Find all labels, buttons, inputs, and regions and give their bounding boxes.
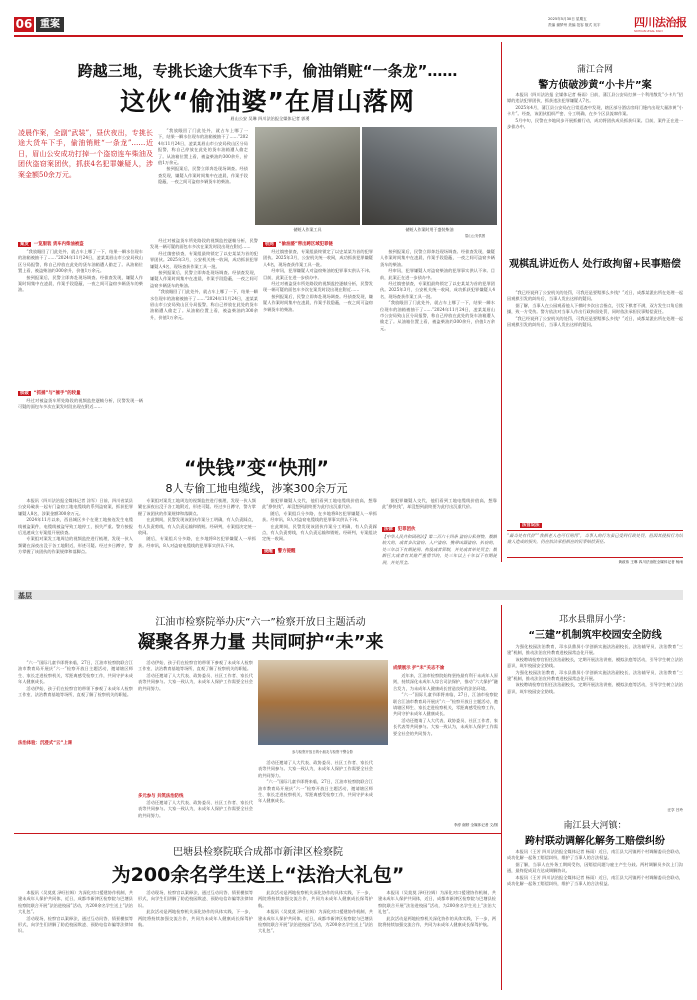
lead-paragraph: 接到报案后，民警立即奔赴现场调查。经侦查发现，嫌疑人作案时间集中在凌晨，作案手段隐蔽，一夜之间可盗窃多辆货车的柴油。: [263, 293, 373, 312]
subhead-text: “抓捕”与“摧手”的较量: [33, 391, 81, 396]
page-number: 06: [15, 17, 33, 31]
right-headline: 警方侦破涉黄“小卡片”案: [538, 80, 652, 91]
bl-paragraph: 近年来，江油市检察院始终坚持最有利于未成年人原则，持续深化未成年人综合司法保护，推动“六大保护”融合发力，为未成年人健康成长营造良好的法治环境。: [393, 673, 498, 691]
banner-paragraph: 本报讯（吴莫莫 泽旺拉姆）为深化对口援建协作机制，共建未成年人保护共同体，近日，成都市新津区检察院与巴塘县检察院联合开展“法治进校园”活动，为200余名学生送上“法治大礼包”。: [258, 909, 373, 934]
bl-body-col3: [258, 760, 373, 830]
lead-body-col2b: [150, 238, 258, 438]
right-paragraph: 5月中旬，民警在多地同步开展抓捕行动，成功将团伙成员抓获归案。目前，案件正在进一步侦办中。: [507, 117, 683, 130]
mid-law-text: 【中华人民共和国刑法】第二百六十四条 盗窃公私财物，数额较大的，或者多次盗窃、入户盗窃、携带凶器盗窃、扒窃的，处三年以下有期徒刑、拘役或者管制，并处或者单处罚金；数额巨大或者有其他严重情节的，处三年以上十年以下有期徒刑，并处罚金。: [382, 534, 497, 565]
band-label: 基层: [18, 592, 32, 600]
lead-paragraph: 经过对被盗货车所处路段的视频监控逐帧分析，民警发现一辆可疑的面包车多次在案发时段出现在附近……: [150, 238, 258, 250]
lead-byline: 眉山公安 吴琳 四川法治报全媒体记者 郭勇: [230, 116, 310, 121]
banner-body-col2: [138, 890, 253, 988]
lead-kicker: 跨越三地，专挑长途大货车下手，偷油销赃“一条龙”……: [77, 62, 458, 80]
banner-body-col4: [378, 890, 496, 988]
br-paragraph: 该校聘请检察官担任法治副校长，定期开展法治讲座、模拟法庭等活动，引导学生树立法治意识，筑牢校园安全防线。: [507, 682, 683, 694]
mid-subhead-gang: [382, 526, 415, 532]
bl-headline: 凝聚各界力量 共同呵护“未”来: [137, 632, 384, 653]
lead-paragraph: 接到报案后，民警立即奔赴现场调查。经侦查发现，嫌疑人作案时间集中在凌晨，作案手段隐蔽，一夜之间可盗窃多辆货车的柴油。: [380, 249, 495, 267]
banner-paragraph: 此次活动是两地检察机关深化协作的具体实践，下一步，两院将持续加强交流合作，共同为未成年人健康成长保驾护航。: [258, 890, 373, 908]
bl-subhead-2: 多元参与 共筑法治防线: [138, 794, 184, 799]
subhead-text: 警方提醒: [277, 549, 296, 554]
br-headline: “三建”机制筑牢校园安全防线: [528, 630, 662, 641]
banner-rule: [14, 833, 501, 834]
law-tag: [520, 522, 545, 528]
bl-paragraph: 活动还邀请了人大代表、政协委员、社区工作者、家长代表等共同参与。大家一致认为，未成年人保护工作需要全社会的共同努力。: [393, 717, 498, 736]
bl-body-col4: [393, 673, 498, 823]
banner-body-col3: [258, 890, 373, 988]
br-paragraph: 本报讯（王芳 四川法治报全媒体记者 杨雨）近日，南江县大河镇两个村调解委员会联动，成功化解一起务工赔偿纠纷，维护了当事人的合法权益。: [507, 874, 683, 887]
bl-subhead-3: 成绩展示 护“未”关志不渝: [393, 666, 445, 671]
br-body-1: [507, 644, 683, 804]
br-paragraph: 本报讯（王芳 四川法治报全媒体记者 杨雨）近日，南江县大河镇两个村调解委员会联动，成功化解一起务工赔偿纠纷，维护了当事人的合法权益。: [507, 849, 683, 861]
date-line: 2025年5月30日 星期五: [548, 17, 587, 21]
banner-paragraph: 活动现场，检察官以案释法，通过互动问答、情景模拟等形式，向学生们讲解了防范校园欺凌、预防电信诈骗等法律知识。: [18, 915, 133, 934]
logo-text: 四川法治报: [634, 16, 687, 29]
lead-subhead-2: [18, 390, 80, 396]
column-divider: [501, 42, 502, 562]
mid-subhead-police: [262, 548, 295, 554]
lead-paragraph: 接到报案后，民警立即奔赴现场调查。经侦查发现，嫌疑人作案时间集中在凌晨，作案手段隐蔽，一夜之间可盗窃多辆货车的柴油。: [150, 270, 258, 288]
lead-body-col1: [18, 249, 143, 389]
mid-paragraph: 随后，专案组兵分多路，在多地将8名犯罪嫌疑人一举抓获。经审讯，8人对盗窃电缆线的犯罪事实供认不讳。: [262, 510, 377, 523]
subhead-text: “偷油婆”带出跨区域犯罪链: [278, 242, 333, 247]
bl-paragraph: 活动还邀请了人大代表、政协委员、社区工作者、家长代表等共同参与。大家一致认为，未成年人保护工作需要全社会的共同努力。: [138, 672, 253, 691]
br-kicker: 邛水县鼎屏小学：: [558, 615, 631, 625]
bl-paragraph: “六一”国际儿童节即将来临，27日，江油市检察院联合江油市教育局开展庆“六一”检察开放日主题活动，邀请辖区师生、家长走进检察机关，零距离感受检察工作，共同守护未成年人健康成长。: [258, 779, 373, 804]
right-paragraph: 2025年4月，蒲江县公安局在日常巡查中发现，辖区部分酒店房间门缝内出现大量涉黄“小卡片”。经查，该团伙组织严密、分工明确，在多个区县流窜作案。: [507, 104, 683, 117]
section-band: [14, 590, 683, 600]
subhead-text: 犯罪团伙: [397, 527, 416, 532]
bl-paragraph: 活动伊始，孩子们在检察官的带领下参观了未成年人检察工作室、法治教育基地等场所，直观了解了检察机关的职能。: [138, 660, 253, 672]
bl-subhead-1: 法治体验：沉浸式“云”上课: [18, 741, 73, 746]
banner-body-col1: [18, 890, 133, 988]
lead-paragraph: “我放眼回了门此处外，就占车上哪了一下，结果一瞬水位现车的油箱被抽干了……”2024年11月24日，凌某某眉山市公安局致山区分局报警，称自己停放在此处的货车油箱遭人偷走了。从油箱位置上看，被盗柴油约300余升，价值1万余元。: [380, 300, 495, 331]
mid-subhead: 8人专偷工地电缆线，涉案300余万元: [165, 482, 348, 495]
mid-paragraph: 据犯罪嫌疑人交代，他们看到工地电缆线价值高，想靠此“挣快钱”，却没想到最终要为此付出沉重代价。: [382, 498, 497, 510]
mid-paragraph: 据犯罪嫌疑人交代，他们看到工地电缆线价值高，想靠此“挣快钱”，却没想到最终要为此付出沉重代价。: [262, 498, 377, 510]
lead-paragraph: 经过缜密侦查，专案组最终锁定了以史某某为首的犯罪团伙。2025年3月，公安机关统一收网，成功抓获犯罪嫌疑人4名，现场查获作案工具一批。: [380, 281, 495, 299]
subhead-tag: 法律: [384, 527, 393, 532]
lead-subhead-3: [263, 241, 333, 247]
photo2-credit: 眉山公安供图: [464, 234, 486, 238]
lead-body-col4: [380, 249, 495, 439]
mid-headline: “快钱”变“快刑”: [184, 457, 329, 479]
mid-paragraph: 本报讯（四川法治报全媒体记者 涂军）日前，四川省某县公安局破获一起专门盗窃工地电缆线的系列盗窃案，抓获犯罪嫌疑人8名，涉案金额300余万元。: [18, 498, 133, 516]
lead-paragraph: 接到报案后，民警立即奔赴现场调查。经侦查发现，嫌疑人作案时间集中在凌晨，作案手段隐蔽，一夜之间可盗窃多辆货车的柴油。: [158, 166, 248, 185]
mid-body-col1: [18, 498, 133, 583]
column-divider-2: [501, 605, 502, 990]
br-headline-2: 跨村联动调解化解务工赔偿纠纷: [525, 836, 665, 847]
right-paragraph: “我已经说到了公安机关的处罚，可我还是要赔那么多钱？”近日，成都某派出所在处理一起因观棋引发的纠纷后，当事人发出这样的疑问。: [507, 315, 683, 328]
lead-paragraph: “我放眼回了门此处外，就占车上哪了一下，结果一瞬水位现车的油箱被抽干了……”2024年11月24日，凌某某眉山市公安局致山区分局报警，称自己停放在此处的货车油箱遭人偷走了。从油箱位置上看，被盗柴油约300余升，价值1万余元。: [150, 289, 258, 320]
bl-paragraph: “六一”国际儿童节即将来临，27日，江油市检察院联合江油市教育局开展庆“六一”检察开放日主题活动，邀请辖区师生、家长走进检察机关，零距离感受检察工作，共同守护未成年人健康成长。: [18, 660, 133, 685]
lead-headline: 这伙“偷油婆”在眉山落网: [120, 87, 415, 116]
mid-paragraph: 在此期间，民警发现该团伙作案分工明确，有人负责踩点，有人负责剪线，有人负责运输和销赃。经研判，专案组决定统一收网。: [138, 517, 256, 536]
lead-intro: 凌晨作案，全副“武装”，昼伏夜出，专挑长途大货车下手，偷油销赃“一条龙”……近日，眉山公安成功打掉一个盗窃连车柴油及团伙盗窃案团伙，抓获4名犯罪嫌疑人，涉案金额50余万元。: [18, 129, 153, 179]
lead-paragraph: 经过对被盗货车所处路段的视频监控逐帧分析，民警发现一辆可疑的面包车多次在案发时段出现在附近……: [18, 398, 143, 410]
logo-subtext: SICHUAN LEGAL DAILY: [634, 30, 663, 33]
bl-body-col2: [138, 660, 253, 740]
br-paragraph: 为强化校园法治教育，邛水县鼎屏小学创新实施法治副校长、法治辅导员、法治教育“三建”机制，推动法治宣传教育进校园常态化开展。: [507, 644, 683, 656]
mid-paragraph: 随后，专案组兵分多路，在多地将8名犯罪嫌疑人一举抓获。经审讯，8人对盗窃电缆线的犯罪事实供认不讳。: [138, 536, 256, 548]
mid-body-col4: [382, 498, 497, 528]
law-box-text: “最当处有代价”“我相老人也可行刑罚”，当事人的行为虽已受到行政处罚，但因其侵权行为给他人造成的损失，仍应依法承担相应的民事赔偿责任。: [507, 533, 683, 545]
subhead-tag: 提醒: [264, 549, 273, 554]
lead-paragraph: 经审讯，犯罪嫌疑人对盗窃柴油的犯罪事实供认不讳。目前，此案正在进一步侦办中。: [263, 268, 373, 280]
subhead-tag: 案发: [20, 242, 29, 247]
subhead-text: 一览服装 货车内柴油被盗: [33, 242, 84, 247]
right-kicker: 蒲江合网: [576, 65, 613, 75]
banner-kicker: 巴塘县检察院联合成都市新津区检察院: [173, 847, 343, 858]
subhead-tag: 侦破: [20, 391, 29, 396]
lead-body-col1b: [18, 398, 143, 438]
bl-kicker: 江油市检察院举办庆“六一”检察开放日主题活动: [155, 617, 366, 628]
right-body-2: [507, 290, 683, 520]
header-rule: [14, 35, 683, 37]
bl-paragraph: 活动还邀请了人大代表、政协委员、社区工作者、家长代表等共同参与。大家一致认为，未成年人保护工作需要全社会的共同努力。: [258, 760, 373, 778]
bl-group-photo: [258, 660, 388, 745]
lead-body-col3: [263, 249, 373, 439]
lead-paragraph: 经过对被盗货车所处路段的视频监控逐帧分析，民警发现一辆可疑的面包车多次在案发时段出现在附近……: [263, 281, 373, 293]
subhead-tag: 收网: [265, 242, 274, 247]
lead-photo-container: [362, 127, 497, 225]
mid-paragraph: 专案组对案发工地周边的视频监控进行梳理，发现一伙人频繁在深夜出没于各工地附近，形迹可疑。经过多日蹲守，警方掌握了该团伙的作案规律和落脚点。: [138, 498, 256, 516]
br-paragraph: 据了解，当事人在外务工期间受伤，因赔偿问题与雇主产生分歧。两村调解员多次上门沟通，最终促成双方达成调解协议。: [507, 861, 683, 874]
masthead-logo: [634, 14, 687, 33]
br-body-2: [507, 849, 683, 989]
mid-law-box: [382, 534, 497, 584]
right-headline-2: 观棋乱讲近伤人 处行政拘留+民事赔偿: [509, 259, 681, 270]
lead-paragraph: 经审讯，犯罪嫌疑人对盗窃柴油的犯罪事实供认不讳。目前，此案正在进一步侦办中。: [380, 268, 495, 280]
law-box: [507, 530, 683, 558]
br-kicker-2: 南江县大河镇：: [563, 821, 627, 831]
lead-paragraph: “我放眼回了门此处外，就占车上哪了一下，结果一瞬水位现车的油箱被抽干了……”2024年11月24日，凌某某眉山市公安局致山区分局报警，称自己停放在此处的货车油箱遭人偷走了。从油箱位置上看，被盗柴油约300余升，价值1万余元。: [158, 128, 248, 166]
bl-credit: 李淳 谢婷 全媒体记者 文/图: [453, 823, 498, 827]
bl-body-col2b: [138, 800, 253, 830]
lead-paragraph: 接到报案后，民警立即奔赴现场调查。经侦查发现，嫌疑人作案时间集中在凌晨，作案手段隐蔽，一夜之间可盗窃多辆货车的柴油。: [18, 274, 143, 293]
lead-photo-tools: [255, 127, 360, 225]
banner-paragraph: 此次活动是两地检察机关深化协作的具体实践，下一步，两院将持续加强交流合作，共同为未成年人健康成长保驾护航。: [378, 915, 496, 928]
lead-paragraph: 经过缜密侦查，专案组最终锁定了以史某某为首的犯罪团伙。2025年3月，公安机关统一收网，成功抓获犯罪嫌疑人4名，现场查获作案工具一批。: [263, 249, 373, 267]
lead-subhead-1: [18, 241, 84, 247]
bl-paragraph: “六一”国际儿童节即将来临，27日，江油市检察院联合江油市教育局开展庆“六一”检察开放日主题活动，邀请辖区师生、家长走进检察机关，零距离感受检察工作，共同守护未成年人健康成长。: [393, 692, 498, 717]
br-credit: 汪享 吕玲: [667, 808, 683, 812]
editors-line: 责编 谢梦州 美编 范容 版式 吴宇: [548, 23, 601, 27]
right-body-1: [507, 92, 683, 242]
section-label: 重案: [36, 17, 64, 32]
mid-body-col3: [262, 498, 377, 583]
banner-headline: 为200余名学生送上“法治大礼包”: [111, 864, 405, 886]
banner-paragraph: 此次活动是两地检察机关深化协作的具体实践，下一步，两院将持续加强交流合作，共同为未成年人健康成长保驾护航。: [138, 909, 253, 928]
bl-paragraph: 活动伊始，孩子们在检察官的带领下参观了未成年人检察工作室、法治教育基地等场所，直观了解了检察机关的职能。: [18, 685, 133, 698]
photo1-caption: 储赃人作案工具: [293, 227, 322, 232]
banner-paragraph: 活动现场，检察官以案释法，通过互动问答、情景模拟等形式，向学生们讲解了防范校园欺凌、预防电信诈骗等法律知识。: [138, 890, 253, 908]
law-tag-label: 法官说法: [522, 523, 540, 528]
photo2-caption: 储赃人作案时用于盛装柴油: [405, 227, 454, 232]
bl-paragraph: 活动还邀请了人大代表、政协委员、社区工作者、家长代表等共同参与。大家一致认为，未成年人保护工作需要全社会的共同努力。: [138, 800, 253, 818]
page-header: [14, 14, 687, 34]
law-credit: 黄政伟 王琳 四川法治报全媒体记者 杨雨: [618, 560, 683, 564]
right-paragraph: 据了解，当事人在公园观看他人下棋时多次出言指点，引发下棋者不满，双方发生口角后推搡，致一方受伤。警方依法对当事人作出行政拘留处罚，同时依法承担民事赔偿责任。: [507, 302, 683, 315]
mid-paragraph: 在此期间，民警发现该团伙作案分工明确，有人负责踩点，有人负责剪线，有人负责运输和销赃。经研判，专案组决定统一收网。: [262, 523, 377, 542]
banner-paragraph: 本报讯（吴莫莫 泽旺拉姆）为深化对口援建协作机制，共建未成年人保护共同体，近日，成都市新津区检察院与巴塘县检察院联合开展“法治进校园”活动，为200余名学生送上“法治大礼包”。: [378, 890, 496, 915]
mid-paragraph: 专案组对案发工地周边的视频监控进行梳理，发现一伙人频繁在深夜出没于各工地附近，形迹可疑。经过多日蹲守，警方掌握了该团伙的作案规律和落脚点。: [18, 536, 133, 555]
mid-paragraph: 2024年11月以来，西昌城区多个在建工地接连发生电缆线被盗案件，电缆线被盗导致工地停工，损失严重。警方接报后迅速成立专案组开展侦查。: [18, 517, 133, 536]
lead-paragraph: “我放眼回了门此处外，就占车上哪了一下，结果一瞬水位现车的油箱被抽干了……”2024年11月24日，凌某某眉山市公安局致山区分局报警，称自己停放在此处的货车油箱遭人偷走了。从油箱位置上看，被盗柴油约300余升，价值1万余元。: [18, 249, 143, 274]
lead-paragraph: 经过缜密侦查，专案组最终锁定了以史某某为首的犯罪团伙。2025年3月，公安机关统一收网，成功抓获犯罪嫌疑人4名，现场查获作案工具一批。: [150, 250, 258, 269]
br-paragraph: 为强化校园法治教育，邛水县鼎屏小学创新实施法治副校长、法治辅导员、法治教育“三建”机制，推动法治宣传教育进校园常态化开展。: [507, 669, 683, 682]
br-paragraph: 该校聘请检察官担任法治副校长，定期开展法治讲座、模拟法庭等活动，引导学生树立法治意识，筑牢校园安全防线。: [507, 656, 683, 669]
lead-body-col2: [158, 128, 248, 223]
right-paragraph: 本报讯（四川法治报 全媒体记者 杨雨）日前，蒲江县公安局打掉一个利用散发“小卡片”招嫖的违法犯罪团伙，抓获违法犯罪嫌疑人7名。: [507, 92, 683, 104]
banner-paragraph: 本报讯（吴莫莫 泽旺拉姆）为深化对口援建协作机制，共建未成年人保护共同体，近日，成都市新津区检察院与巴塘县检察院联合开展“法治进校园”活动，为200余名学生送上“法治大礼包”。: [18, 890, 133, 915]
bl-photo-caption: 参与检察开放日的小朋友与检察干警合影: [291, 750, 354, 754]
mid-body-col2: [138, 498, 256, 583]
right-paragraph: “我已经说到了公安机关的处罚，可我还是要赔那么多钱？”近日，成都某派出所在处理一起因观棋引发的纠纷后，当事人发出这样的疑问。: [507, 290, 683, 302]
